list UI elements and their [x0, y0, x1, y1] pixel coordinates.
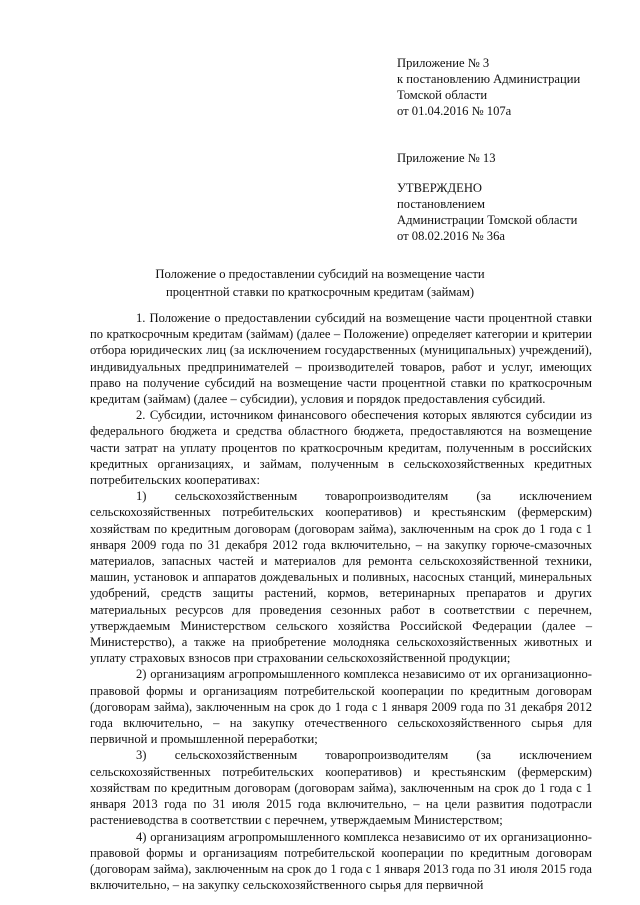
appendix-13-number: Приложение № 13	[397, 151, 496, 165]
approved-date-number: от 08.02.2016 № 36а	[397, 229, 505, 243]
title-line-2: процентной ставки по краткосрочным кредитам (займам)	[165, 285, 475, 299]
paragraph-2-item-3: 3) сельскохозяйственным товаропроизводителям (за исключением сельскохозяйственных потребительских кооперативов) и крестьянским (фермерским) хозяйствам по кредитным договорам (договорам займа), заключенным на срок до 1 года с 1 января 2013 года по 31 июля 2015 года включительно, – на цели развития подотрасли растениеводства в соответствии с перечнем, утверждаемым Министерством;	[90, 748, 592, 828]
approved-by: постановлением	[397, 197, 485, 211]
paragraph-2: 2. Субсидии, источником финансового обеспечения которых являются субсидии из федерального бюджета и средства областного бюджета, предоставляются на возмещение части затрат на уплату процентов по краткосрочным кредитам, полученным в российских кредитных организациях, и займам, полученным в сельскохозяйственных кредитных потребительских кооперативах:	[90, 408, 592, 488]
document-body	[90, 310, 592, 893]
title-line-1: Положение о предоставлении субсидий на возмещение части	[155, 267, 485, 281]
appendix-3-header	[397, 55, 580, 119]
document-title	[90, 265, 550, 301]
approved-label: УТВЕРЖДЕНО	[397, 181, 483, 195]
approved-authority: Администрации Томской области	[397, 213, 578, 227]
paragraph-2-item-4: 4) организациям агропромышленного комплекса независимо от их организационно-правовой формы и организациям потребительской кооперации по кредитным договорам (договорам займа), заключенным на срок до 1 года с 1 января 2013 года по 31 июля 2015 года включительно, – на закупку сельскохозяйственного сырья для первичной	[90, 829, 592, 893]
appendix-date-number: от 01.04.2016 № 107а	[397, 104, 512, 118]
appendix-number: Приложение № 3	[397, 56, 490, 70]
appendix-region: Томской области	[397, 88, 488, 102]
appendix-13-header	[397, 150, 496, 166]
paragraph-1: 1. Положение о предоставлении субсидий на возмещение части процентной ставки по краткосрочным кредитам (займам) (далее – Положение) определяет категории и критерии отбора юридических лиц (за исключением государственных (муниципальных) учреждений), индивидуальных предпринимателей – производителей товаров, работ и услуг, имеющих право на получение субсидий на возмещение части процентной ставки по краткосрочным кредитам (займам) (далее – субсидии), условия и порядок предоставления субсидий.	[90, 311, 592, 407]
appendix-resolution-ref: к постановлению Администрации	[397, 72, 581, 86]
paragraph-2-item-2: 2) организациям агропромышленного комплекса независимо от их организационно-правовой формы и организациям потребительской кооперации по кредитным договорам (договорам займа), заключенным на срок до 1 года с 1 января 2009 года по 31 декабря 2012 года включительно, – на закупку отечественного сельскохозяйственного сырья для первичной и промышленной переработки;	[90, 667, 592, 747]
approved-stamp	[397, 180, 577, 244]
paragraph-2-item-1: 1) сельскохозяйственным товаропроизводителям (за исключением сельскохозяйственных потребительских кооперативов) и крестьянским (фермерским) хозяйствам по кредитным договорам (договорам займа), заключенным на срок до 1 года с 1 января 2009 года по 31 декабря 2012 года включительно, – на закупку горюче-смазочных материалов, запасных частей и материалов для ремонта сельскохозяйственной техники, машин, установок и аппаратов дождевальных и поливных, насосных станций, минеральных удобрений, средств защиты растений, кормов, ветеринарных препаратов и других материальных ресурсов для проведения сезонных работ в соответствии с перечнем, утверждаемым Министерством сельского хозяйства Российской Федерации (далее – Министерство), а также на приобретение молодняка сельскохозяйственных животных и уплату страховых взносов при страховании сельскохозяйственной продукции;	[90, 489, 592, 666]
